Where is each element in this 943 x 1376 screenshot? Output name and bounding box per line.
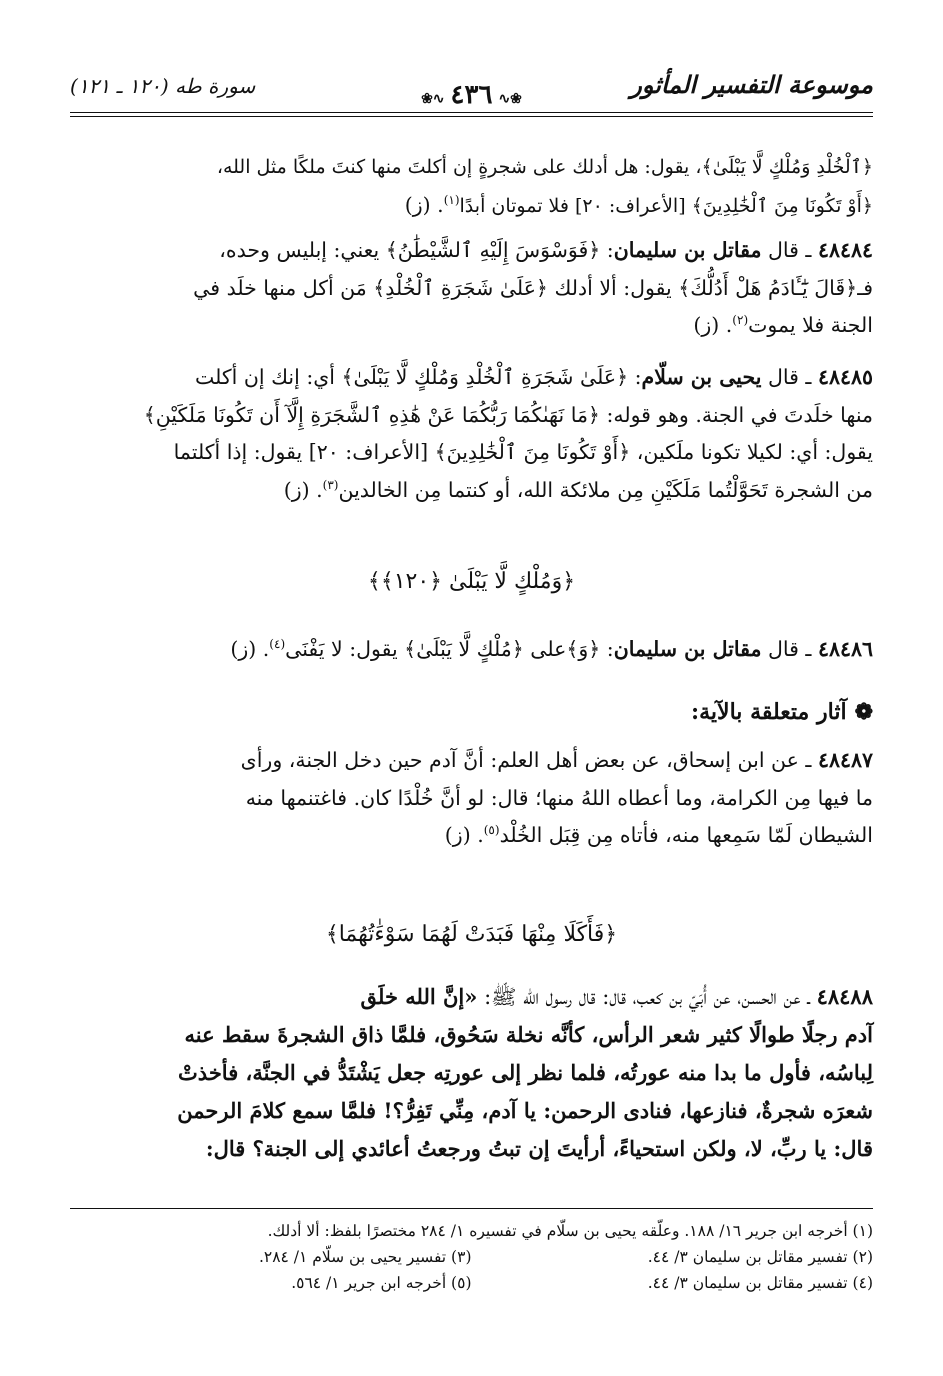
text-line: ـ عن ابن إسحاق، عن بعض أهل العلم: أنَّ آدم حين دخل الجنة، ورأى — [240, 748, 818, 772]
ornament-icon: ❀∿ — [498, 91, 522, 107]
text-fragment: . (ز) — [283, 477, 323, 502]
text-line: ﴿أَوْ تَكُونَا مِنَ ٱلْخَٰلِدِينَ﴾ [الأعراف: ٢٠] فلا تموتان أبدًا — [459, 194, 873, 217]
narration-number: ٤٨٤٨٨ — [816, 984, 873, 1009]
text-line: يقول: أي: لكيلا تكونا ملَكين، ﴿أَوْ تَكُونَا مِنَ ٱلْخَٰلِدِينَ﴾ [الأعراف: ٢٠] يقول: إذا أكلتما — [173, 440, 873, 464]
footnote-ref: (١) — [443, 192, 460, 207]
text-fragment: ـ قال — [761, 637, 818, 661]
text-line: الشيطان لَمّا سَمِعها منه، فأتاه مِن قِبَل الخُلْد — [499, 823, 873, 847]
paragraph-continuation — [70, 148, 873, 225]
text-fragment: ـ عن الحسن، عن أُبَيّ بن كعب، قال: قال رسول الله ﷺ: — [477, 985, 817, 1009]
footnote-row — [70, 1244, 873, 1270]
text-fragment: . (ز) — [230, 637, 270, 661]
footnotes — [70, 1218, 873, 1296]
book-title: موسوعة التفسير المأثور — [630, 70, 873, 99]
header-divider — [70, 112, 873, 113]
text-line: : ﴿عَلَىٰ شَجَرَةِ ٱلْخُلْدِ وَمُلْكٍ لَّا يَبْلَىٰ﴾ أي: إنك إن أكلت — [194, 365, 642, 389]
footnote-ref: (٢) — [732, 313, 749, 328]
hadith-text: «إنَّ الله خلَق — [360, 984, 478, 1009]
narration-number: ٤٨٤٨٧ — [817, 748, 873, 772]
narrator-name: مقاتل بن سليمان — [613, 637, 762, 661]
text-line: فـ﴿قَالَ يَٰٓـَٔادَمُ هَلْ أَدُلُّكَ﴾ يقول: ألا أدلك ﴿عَلَىٰ شَجَرَةِ ٱلْخُلْدِ﴾ مَن أكل منها خلَد في — [193, 275, 873, 300]
narrator-name: مقاتل بن سليمان — [613, 238, 762, 262]
footnote-2: (٢) تفسير مقاتل بن سليمان ٣/ ٤٤. — [647, 1248, 873, 1266]
footnote-1: (١) أخرجه ابن جرير ١٦/ ١٨٨. وعلّقه يحيى بن سلّام في تفسيره ١/ ٢٨٤ مختصرًا بلفظ: ألا أدلك. — [267, 1222, 873, 1240]
narration-48487 — [70, 742, 873, 855]
footnote-3: (٣) تفسير يحيى بن سلّام ١/ ٢٨٤. — [258, 1248, 472, 1266]
text-line: ﴿ٱلْخُلْدِ وَمُلْكٍ لَّا يَبْلَىٰ﴾، يقول: هل أدلك على شجرةٍ إن أكلتَ منها كنتَ ملكًا مثل الله، — [216, 156, 873, 178]
hadith-text: لِباسُه، فأول ما بدا منه عورتُه، فلما نظر إلى عورتِه جعل يَشْتَدُّ في الجنَّة، فأخذتْ — [178, 1060, 873, 1085]
section-heading-text: آثار متعلقة بالآية: — [691, 699, 847, 725]
hadith-text: آدم رجلًا طوالًا كثير شعر الرأس، كأنَّه نخلة سَحُوق، فلمَّا ذاق الشجرةَ سقط عنه — [184, 1022, 873, 1047]
page — [70, 70, 873, 1292]
footnote-ref: (٥) — [483, 823, 500, 838]
verse-heading: ﴿فَأَكَلَا مِنْهَا فَبَدَتْ لَهُمَا سَوْءَٰتُهُمَا﴾ — [325, 922, 618, 947]
text-line: : ﴿وَ﴾على ﴿مُلْكٍ لَّا يَبْلَىٰ﴾ يقول: لا يَفْنَى — [285, 637, 614, 661]
narration-number: ٤٨٤٨٥ — [817, 365, 873, 389]
footnote-divider — [70, 1208, 873, 1209]
narrator-name: يحيى بن سلّام — [641, 365, 762, 389]
page-number — [415, 80, 528, 110]
narration-48485 — [70, 359, 873, 509]
section-heading — [70, 694, 873, 732]
text-fragment: ـ قال — [761, 238, 818, 262]
text-fragment: . (ز) — [444, 823, 484, 847]
narration-number: ٤٨٤٨٤ — [817, 238, 873, 262]
ornament-icon: ∿❀ — [421, 91, 445, 107]
hadith-text: قال: يا ربِّ، لا، ولكن استحياءً، أرأيتَ إن تبتُ ورجعتُ أعائدي إلى الجنة؟ قال: — [205, 1136, 873, 1161]
text-line: من الشجرة تَحَوَّلْتُما مَلَكَيْنِ مِن ملائكة الله، أو كنتما مِن الخالدين — [338, 477, 873, 502]
flower-icon: ❁ — [854, 699, 873, 725]
footnote-ref: (٤) — [269, 637, 286, 652]
text-fragment: ـ قال — [761, 365, 818, 389]
surah-title: سورة طه (١٢٠ ـ ١٢١) — [70, 74, 256, 98]
text-line: الجنة فلا يموت — [748, 313, 873, 337]
footnote-row — [70, 1270, 873, 1296]
text-fragment: . (ز) — [693, 313, 733, 337]
page-header — [70, 70, 873, 110]
footnote-4: (٤) تفسير مقاتل بن سليمان ٣/ ٤٤. — [647, 1274, 873, 1292]
page-number-text: ٤٣٦ — [450, 80, 493, 110]
text-line: ما فيها مِن الكرامة، وما أعطاه اللهُ منها؛ قال: لو أنَّ خُلْدًا كان. فاغتنمها منه — [245, 785, 873, 810]
header-divider — [70, 116, 873, 117]
verse-heading: ﴿وَمُلْكٍ لَّا يَبْلَىٰ ﴿١٢٠﴾﴾ — [367, 569, 576, 594]
narration-48486 — [70, 631, 873, 669]
hadith-text: شعرَه شجرةٌ، فنازعها، فنادى الرحمن: يا آدم، مِنِّي تَفِرُّ؟! فلمَّا سمع كلامَ الرحمن — [177, 1098, 873, 1123]
footnote-ref: (٣) — [322, 477, 339, 492]
narration-number: ٤٨٤٨٦ — [817, 637, 873, 661]
text-line: : ﴿فَوَسْوَسَ إِلَيْهِ ٱلشَّيْطَٰنُ﴾ يعني: إبليس وحده، — [219, 238, 614, 262]
footnote-5: (٥) أخرجه ابن جرير ١/ ٥٦٤. — [291, 1274, 472, 1292]
text-fragment: . (ز) — [404, 192, 444, 217]
narration-48488 — [70, 978, 873, 1168]
narration-48484 — [70, 232, 873, 345]
text-line: منها خلَدتَ في الجنة. وهو قوله: ﴿مَا نَهَىٰكُمَا رَبُّكُمَا عَنْ هَٰذِهِ ٱلشَّجَرَةِ إِلَّآ أَن تَكُونَا مَلَكَيْنِ﴾ — [143, 402, 873, 427]
